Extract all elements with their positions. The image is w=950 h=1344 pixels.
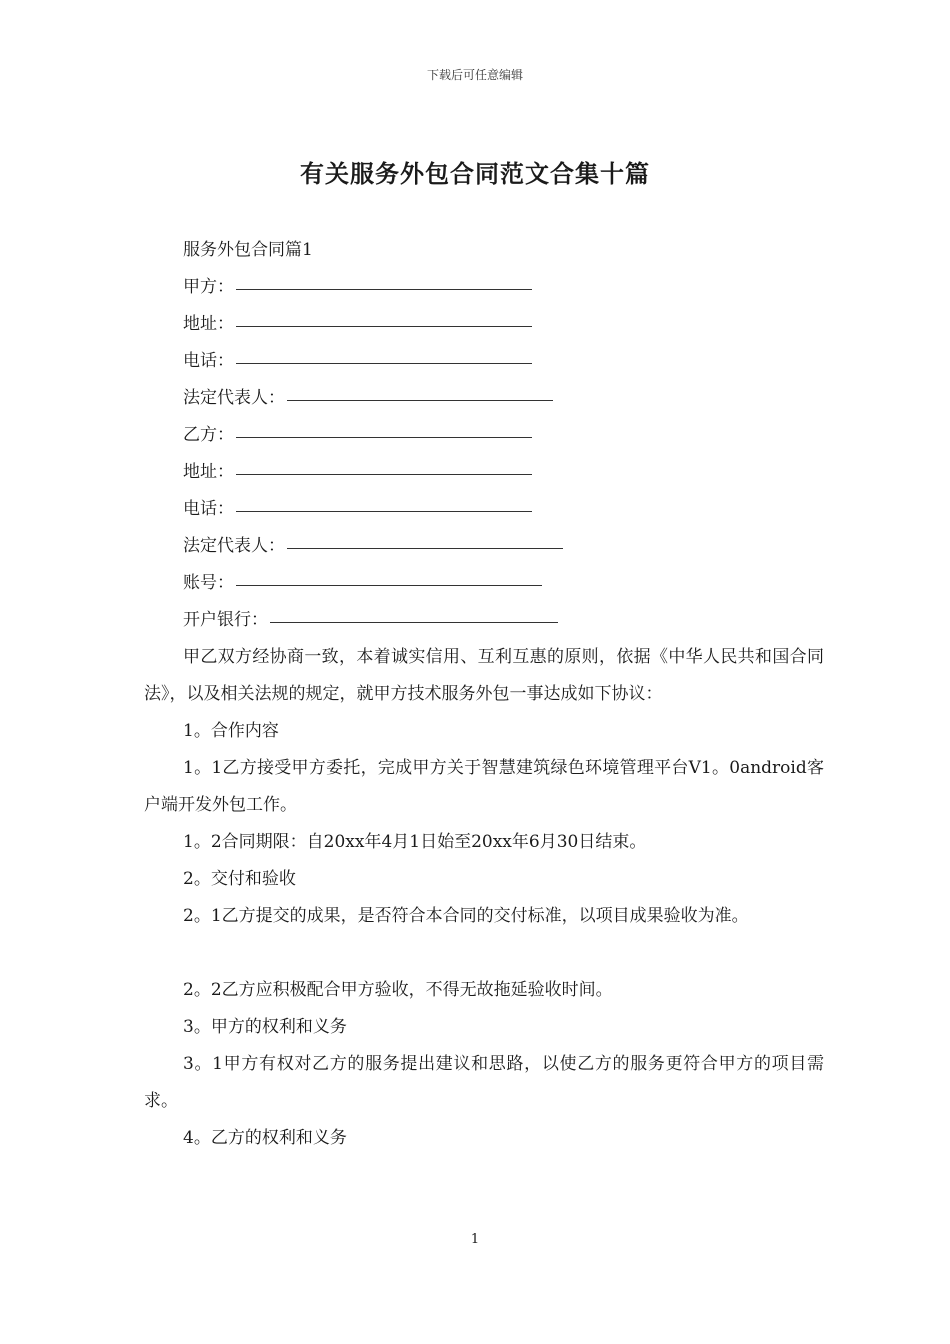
- field-party-a: [144, 269, 824, 306]
- field-account-number: [144, 565, 824, 602]
- field-label: 法定代表人：: [183, 536, 285, 556]
- section-heading: 2。交付和验收: [183, 869, 296, 889]
- fill-in-blank: [236, 423, 532, 438]
- field-party-a-legal-rep: [144, 380, 824, 417]
- field-label: 甲方：: [183, 277, 234, 297]
- section-heading: 1。合作内容: [183, 721, 279, 741]
- field-party-a-address: [144, 306, 824, 343]
- fill-in-blank: [287, 534, 563, 549]
- fill-in-blank: [236, 460, 532, 475]
- field-party-b-phone: [144, 491, 824, 528]
- field-label: 法定代表人：: [183, 388, 285, 408]
- paragraph-clause: 3。1甲方有权对乙方的服务提出建议和思路，以使乙方的服务更符合甲方的项目需求。: [144, 1054, 824, 1111]
- field-label: 电话：: [183, 351, 234, 371]
- blank-line: [144, 935, 824, 972]
- field-party-b-legal-rep: [144, 528, 824, 565]
- section-title: 服务外包合同篇1: [183, 240, 313, 260]
- fill-in-blank: [270, 608, 558, 623]
- fill-in-blank: [236, 497, 532, 512]
- field-label: 电话：: [183, 499, 234, 519]
- section-heading: 3。甲方的权利和义务: [183, 1017, 347, 1037]
- fill-in-blank: [236, 349, 532, 364]
- field-party-b: [144, 417, 824, 454]
- paragraph-clause: 1。2合同期限：自20xx年4月1日始至20xx年6月30日结束。: [183, 832, 647, 852]
- fill-in-blank: [287, 386, 553, 401]
- paragraph-clause: 1。1乙方接受甲方委托，完成甲方关于智慧建筑绿色环境管理平台V1。0android客户端开发外包工作。: [144, 758, 824, 815]
- section-heading: 4。乙方的权利和义务: [183, 1128, 347, 1148]
- field-party-a-phone: [144, 343, 824, 380]
- fill-in-blank: [236, 312, 532, 327]
- document-title: 有关服务外包合同范文合集十篇: [300, 160, 650, 188]
- paragraph-clause: 2。1乙方提交的成果，是否符合本合同的交付标准，以项目成果验收为准。: [183, 906, 749, 926]
- field-label: 地址：: [183, 314, 234, 334]
- field-bank: [144, 602, 824, 639]
- field-label: 地址：: [183, 462, 234, 482]
- document-body: [144, 232, 824, 1157]
- field-label: 账号：: [183, 573, 234, 593]
- field-label: 开户银行：: [183, 610, 268, 630]
- field-label: 乙方：: [183, 425, 234, 445]
- fill-in-blank: [236, 275, 532, 290]
- header-note: 下载后可任意编辑: [426, 68, 523, 82]
- page-number: 1: [470, 1232, 480, 1247]
- fill-in-blank: [236, 571, 542, 586]
- paragraph-clause: 2。2乙方应积极配合甲方验收，不得无故拖延验收时间。: [183, 980, 613, 1000]
- field-party-b-address: [144, 454, 824, 491]
- paragraph-intro: 甲乙双方经协商一致，本着诚实信用、互利互惠的原则，依据《中华人民共和国合同法》，以及相关法规的规定，就甲方技术服务外包一事达成如下协议：: [144, 647, 824, 704]
